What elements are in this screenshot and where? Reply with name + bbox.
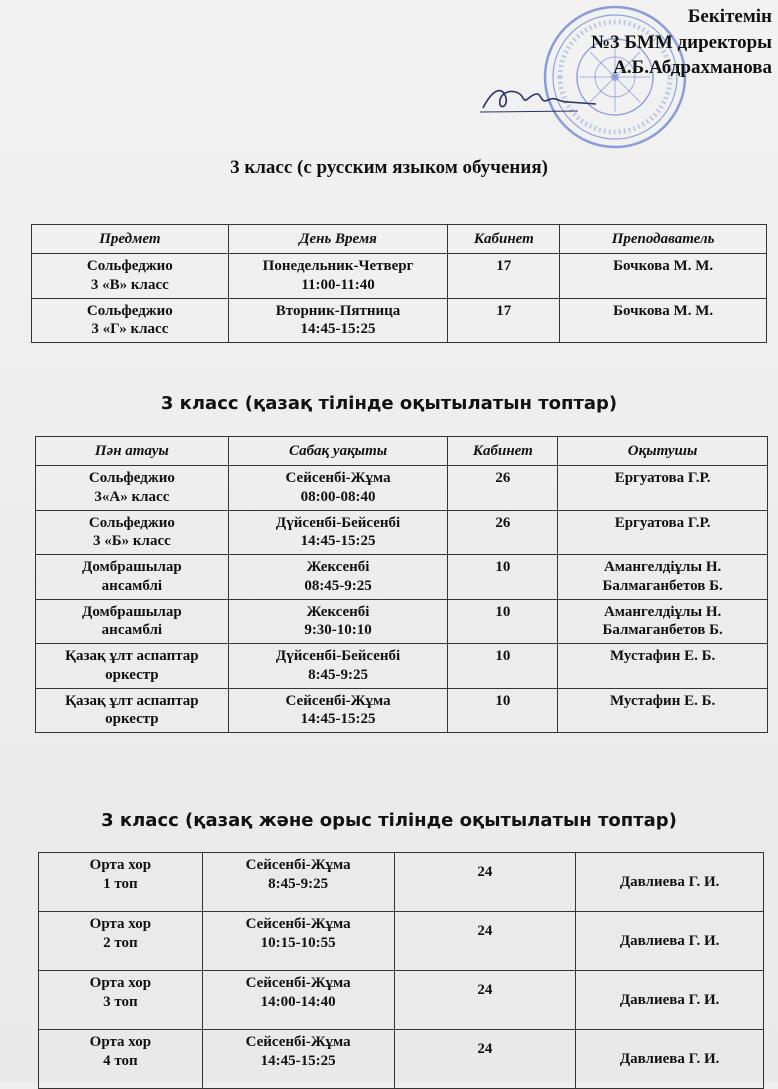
director-signature [478, 78, 598, 118]
time-cell-line: 10:15-10:55 [260, 934, 336, 951]
time-cell-line: Жексенбі [306, 559, 370, 575]
table-row [39, 912, 764, 971]
column-header-subject: Пән атауы [36, 437, 229, 466]
subject-cell-line: 4 топ [103, 1052, 138, 1069]
time-cell [202, 853, 394, 912]
subject-cell-line: ансамблі [101, 622, 163, 639]
room-cell: 24 [394, 971, 576, 1030]
table-row [39, 1030, 764, 1089]
teacher-cell [558, 466, 768, 511]
table-row [39, 971, 764, 1030]
subject-cell-line: Қазақ ұлт аспаптар [65, 692, 199, 709]
room-cell: 17 [448, 298, 560, 343]
teacher-cell-line: Балмаганбетов Б. [602, 577, 723, 594]
approval-director-name: А.Б.Абдрахманова [613, 57, 772, 79]
subject-cell-line: Сольфеджио [86, 258, 173, 274]
time-cell-line: Сейсенбі-Жұма [245, 1034, 351, 1050]
section-title-kazakh: 3 класс (қазақ тілінде оқытылатын топтар) [160, 393, 618, 414]
column-header-time: День Время [228, 225, 448, 254]
teacher-cell-line: Давлиева Г. И. [619, 873, 720, 890]
teacher-cell [558, 644, 768, 689]
subject-cell-line: 3 «В» класс [90, 276, 169, 293]
teacher-cell [576, 1030, 764, 1089]
room-cell: 10 [448, 599, 558, 644]
subject-cell-line: Домбрашылар [82, 559, 182, 575]
table-row [36, 688, 768, 733]
time-cell [228, 688, 448, 733]
column-header-room: Кабинет [448, 225, 560, 254]
time-cell-line: 14:45-15:25 [260, 1052, 336, 1069]
subject-cell-line: Орта хор [89, 1034, 152, 1050]
teacher-cell [576, 853, 764, 912]
room-cell: 24 [394, 912, 576, 971]
approval-title: Бекітемін [687, 6, 772, 27]
teacher-cell-line: Бочкова М. М. [613, 302, 714, 319]
subject-cell-line: 3«А» класс [94, 488, 170, 505]
table-row [36, 555, 768, 600]
section-title-russian: 3 класс (с русским языком обучения) [230, 157, 548, 178]
time-cell-line: 08:00-08:40 [300, 488, 376, 505]
subject-cell [36, 688, 229, 733]
table-row [32, 298, 767, 343]
teacher-cell-line: Ергуатова Г.Р. [614, 470, 711, 486]
teacher-cell [558, 510, 768, 555]
table-header-row [32, 225, 767, 254]
subject-cell-line: 3 «Б» класс [92, 533, 171, 550]
section-title-mixed: 3 класс (қазақ және орыс тілінде оқытылатын топтар) [101, 810, 677, 831]
column-header-room: Кабинет [448, 437, 558, 466]
subject-cell-line: Сольфеджио [88, 514, 175, 531]
time-cell [228, 466, 448, 511]
teacher-cell [576, 971, 764, 1030]
time-cell-line: 11:00-11:40 [301, 276, 375, 293]
subject-cell [36, 510, 229, 555]
time-cell-line: Понедельник-Четверг [262, 258, 414, 274]
time-cell [228, 510, 448, 555]
time-cell-line: 14:45-15:25 [300, 533, 376, 550]
room-cell: 24 [394, 853, 576, 912]
table-row [32, 254, 767, 299]
room-cell: 24 [394, 1030, 576, 1089]
subject-cell-line: Орта хор [89, 857, 152, 873]
time-cell-line: 14:45-15:25 [300, 711, 376, 728]
teacher-cell-line: Давлиева Г. И. [619, 932, 720, 949]
table-row [36, 644, 768, 689]
room-cell: 10 [448, 688, 558, 733]
time-cell-line: Сейсенбі-Жұма [245, 857, 351, 873]
teacher-cell-line: Амангелдіұлы Н. [603, 559, 722, 575]
time-cell-line: 9:30-10:10 [304, 622, 372, 639]
teacher-cell [560, 254, 767, 299]
subject-cell-line: Қазақ ұлт аспаптар [65, 648, 199, 664]
table-row [36, 466, 768, 511]
teacher-cell-line: Балмаганбетов Б. [602, 622, 723, 639]
subject-cell-line: 3 топ [103, 993, 138, 1010]
table-row [39, 853, 764, 912]
subject-cell [32, 254, 229, 299]
teacher-cell [558, 599, 768, 644]
teacher-cell-line: Амангелдіұлы Н. [603, 603, 722, 620]
teacher-cell-line: Давлиева Г. И. [619, 1050, 720, 1067]
time-cell-line: Дүйсенбі-Бейсенбі [275, 648, 401, 664]
teacher-cell [576, 912, 764, 971]
teacher-cell [558, 555, 768, 600]
time-cell-line: Сейсенбі-Жұма [285, 470, 391, 486]
column-header-time: Сабақ уақыты [228, 437, 448, 466]
room-cell: 10 [448, 555, 558, 600]
subject-cell [39, 1030, 203, 1089]
subject-cell [36, 644, 229, 689]
time-cell [228, 254, 448, 299]
room-cell: 17 [448, 254, 560, 299]
teacher-cell-line: Ергуатова Г.Р. [614, 514, 711, 531]
subject-cell-line: 1 топ [103, 875, 138, 892]
table-row [36, 599, 768, 644]
time-cell [228, 298, 448, 343]
teacher-cell-line: Мустафин Е. Б. [609, 648, 716, 664]
subject-cell-line: оркестр [105, 711, 159, 728]
room-cell: 26 [448, 466, 558, 511]
subject-cell [39, 912, 203, 971]
teacher-cell [560, 298, 767, 343]
subject-cell [32, 298, 229, 343]
subject-cell [36, 555, 229, 600]
column-header-subject: Предмет [32, 225, 229, 254]
subject-cell-line: Домбрашылар [82, 603, 182, 620]
time-cell-line: Сейсенбі-Жұма [245, 916, 351, 932]
time-cell [202, 971, 394, 1030]
subject-cell [36, 599, 229, 644]
approval-position: №3 БММ директоры [590, 31, 772, 53]
subject-cell-line: 2 топ [103, 934, 138, 951]
column-header-teacher: Преподаватель [560, 225, 767, 254]
subject-cell-line: Сольфеджио [88, 470, 175, 486]
subject-cell-line: Сольфеджио [86, 302, 173, 319]
schedule-table-mixed [38, 852, 764, 1089]
time-cell-line: 8:45-9:25 [268, 875, 329, 892]
table-header-row [36, 437, 768, 466]
teacher-cell-line: Бочкова М. М. [613, 258, 714, 274]
schedule-table-russian [31, 224, 767, 343]
time-cell-line: 14:00-14:40 [260, 993, 336, 1010]
time-cell [228, 644, 448, 689]
subject-cell-line: ансамблі [101, 577, 163, 594]
time-cell-line: Вторник-Пятница [275, 302, 401, 319]
time-cell-line: Сейсенбі-Жұма [285, 692, 391, 709]
teacher-cell-line: Давлиева Г. И. [619, 991, 720, 1008]
approval-block [591, 4, 772, 81]
subject-cell [39, 971, 203, 1030]
table-row [36, 510, 768, 555]
time-cell-line: Дүйсенбі-Бейсенбі [275, 514, 401, 531]
time-cell [228, 555, 448, 600]
room-cell: 26 [448, 510, 558, 555]
teacher-cell-line: Мустафин Е. Б. [609, 692, 716, 709]
subject-cell-line: Орта хор [89, 975, 152, 991]
subject-cell [39, 853, 203, 912]
subject-cell [36, 466, 229, 511]
column-header-teacher: Оқытушы [558, 437, 768, 466]
time-cell-line: Сейсенбі-Жұма [245, 975, 351, 991]
time-cell-line: 08:45-9:25 [304, 577, 372, 594]
teacher-cell [558, 688, 768, 733]
subject-cell-line: Орта хор [89, 916, 152, 932]
time-cell [202, 912, 394, 971]
time-cell-line: 14:45-15:25 [300, 321, 376, 338]
room-cell: 10 [448, 644, 558, 689]
time-cell-line: Жексенбі [306, 603, 370, 620]
schedule-table-kazakh [35, 436, 768, 733]
subject-cell-line: 3 «Г» класс [91, 321, 169, 338]
time-cell [228, 599, 448, 644]
subject-cell-line: оркестр [105, 666, 159, 683]
time-cell [202, 1030, 394, 1089]
time-cell-line: 8:45-9:25 [308, 666, 369, 683]
